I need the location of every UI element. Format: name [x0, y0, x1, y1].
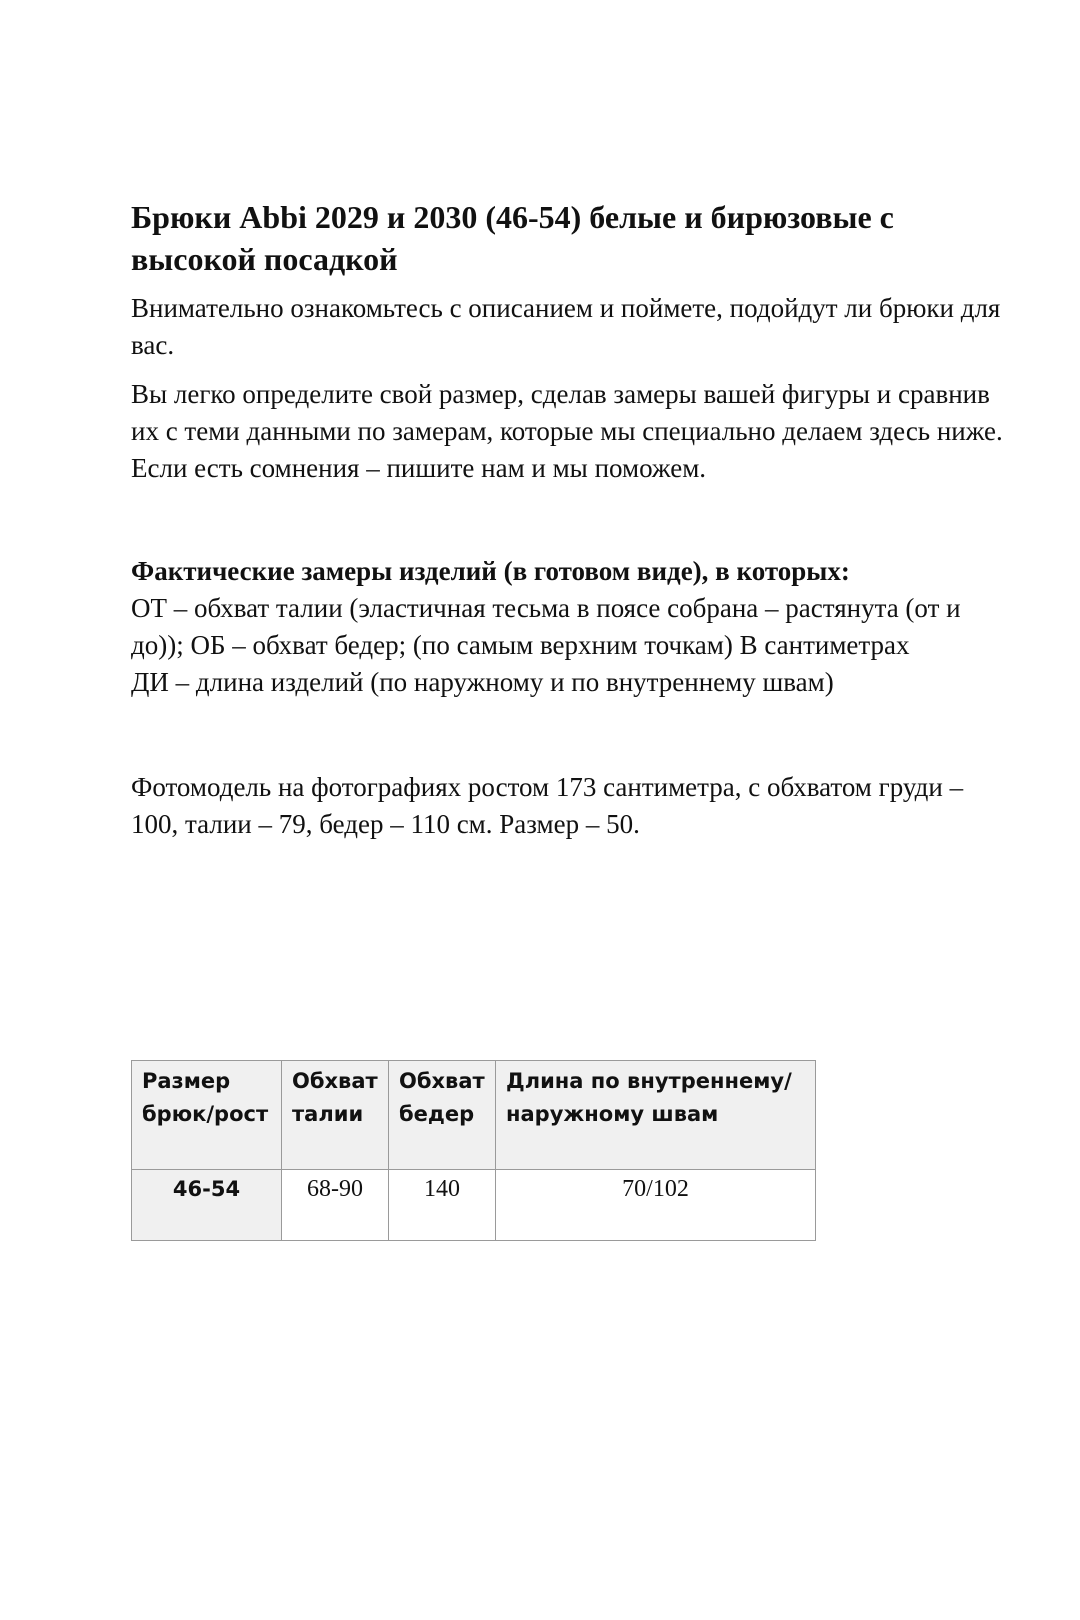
- table-row: [132, 1170, 816, 1241]
- intro-paragraph: Внимательно ознакомьтесь с описанием и поймете, подойдут ли брюки для вас.: [131, 293, 1001, 360]
- table-header-size: Размер брюк/рост: [132, 1061, 282, 1170]
- measurements-block: [131, 553, 1011, 701]
- measurements-line-length: ДИ – длина изделий (по наружному и по внутреннему швам): [131, 667, 834, 697]
- table-cell-size: 46-54: [132, 1170, 282, 1241]
- table-header-hips: Обхват бедер: [389, 1061, 496, 1170]
- table-cell-length: 70/102: [496, 1170, 816, 1241]
- table-header-row: [132, 1061, 816, 1170]
- model-info-paragraph: Фотомодель на фотографиях ростом 173 сантиметра, с обхватом груди – 100, талии – 79, бедер – 110 см. Размер – 50.: [131, 772, 964, 839]
- table-header-length: Длина по внутреннему/наружному швам: [496, 1061, 816, 1170]
- document-body: [131, 196, 1011, 843]
- size-advice-paragraph: Вы легко определите свой размер, сделав замеры вашей фигуры и сравнив их с теми данными по замерам, которые мы специально делаем здесь ниже. Если есть сомнения – пишите нам и мы поможем.: [131, 379, 1003, 483]
- document-title: Брюки Abbi 2029 и 2030 (46-54) белые и бирюзовые с высокой посадкой: [131, 199, 894, 277]
- measurements-heading: Фактические замеры изделий (в готовом виде), в которых:: [131, 556, 850, 586]
- table-cell-hips: 140: [389, 1170, 496, 1241]
- table-cell-waist: 68-90: [282, 1170, 389, 1241]
- size-table: [131, 1060, 816, 1241]
- measurements-line-waist-hips: ОТ – обхват талии (эластичная тесьма в поясе собрана – растянута (от и до)); ОБ – обхват бедер; (по самым верхним точкам) В сантиметрах: [131, 593, 961, 660]
- table-header-waist: Обхват талии: [282, 1061, 389, 1170]
